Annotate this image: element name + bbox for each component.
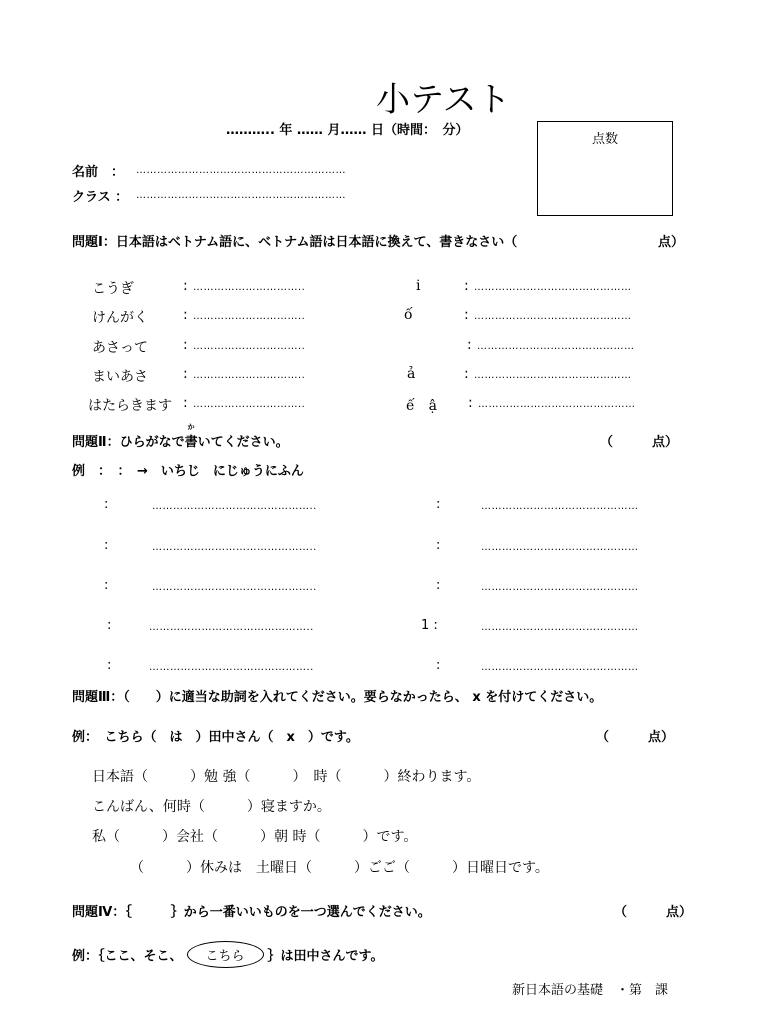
colon: : <box>468 395 473 411</box>
question-3-title: 問題Ⅲ：（ ）に適当な助詞を入れてください。要らなかったら、 x を付けてください。 <box>72 690 603 705</box>
furigana: か <box>187 423 195 431</box>
date-line: ……….. 年 …… 月…… 日（時間： 分） <box>226 123 469 138</box>
vocab-word-vi: ế ậ <box>406 398 437 414</box>
colon: : <box>183 395 188 411</box>
question-1-title: 問題Ⅰ：日本語はベトナム語に、ベトナム語は日本語に換えて、書きなさい（ <box>72 235 518 250</box>
question-3-points: （ 点） <box>596 730 675 745</box>
fill-in-line[interactable]: （ ）休みは 土曜日（ ）ごご（ ）日曜日です。 <box>130 860 549 876</box>
answer-blank[interactable]: ……………………………………….. <box>149 662 314 673</box>
colon: : <box>107 618 112 633</box>
answer-blank[interactable]: ……………………………………… <box>478 399 636 410</box>
question-4-example-pre: 例：｛ここ、そこ、 <box>72 949 183 964</box>
name-field[interactable]: …………………………………………………… <box>136 165 346 176</box>
answer-blank[interactable]: ……………………………………….. <box>152 501 317 512</box>
colon: : <box>104 497 109 512</box>
question-2-title-post: いてください。 <box>197 435 289 450</box>
class-field[interactable]: …………………………………………………… <box>136 190 346 201</box>
vocab-word: けんがく <box>92 310 148 326</box>
answer-blank[interactable]: ……………………………………… <box>481 622 639 633</box>
vocab-word-vi: i <box>416 278 421 294</box>
answer-blank[interactable]: ……………………………………… <box>481 501 639 512</box>
answer-blank[interactable]: ……………………………………….. <box>152 542 317 553</box>
answer-blank[interactable]: ………………………….. <box>193 282 306 293</box>
question-2-title <box>72 423 289 450</box>
colon: : <box>464 307 469 323</box>
footer-text: 新日本語の基礎 ・第 課 <box>512 983 669 998</box>
question-2-points: （ 点） <box>600 435 679 450</box>
answer-blank[interactable]: ……………………………………… <box>474 282 632 293</box>
score-box-label: 点数 <box>591 132 618 147</box>
answer-blank[interactable]: ……………………………………….. <box>149 622 314 633</box>
answer-blank[interactable]: ………………………….. <box>193 370 306 381</box>
colon: : <box>436 578 441 593</box>
vocab-word-vi: ả <box>407 366 416 382</box>
colon: : <box>104 578 109 593</box>
class-label: クラス ： <box>72 190 129 205</box>
answer-blank[interactable]: ……………………………………… <box>474 311 632 322</box>
fill-in-line[interactable]: 私（ ）会社（ ）朝 時（ ）です。 <box>92 829 418 845</box>
colon: : <box>436 658 441 673</box>
colon: : <box>464 278 469 294</box>
colon: : <box>436 497 441 512</box>
colon: : <box>107 658 112 673</box>
question-3-example: 例： こちら（ は ）田中さん（ x ）です。 <box>72 730 359 745</box>
question-1-points: 点） <box>658 235 685 250</box>
colon: 1 : <box>421 618 438 633</box>
question-4-title: 問題Ⅳ：｛ ｝から一番いいものを一つ選んでください。 <box>72 905 431 920</box>
colon: : <box>183 278 188 294</box>
question-4-points: （ 点） <box>614 905 693 920</box>
answer-blank[interactable]: ………………………….. <box>193 341 306 352</box>
colon: : <box>183 366 188 382</box>
fill-in-line[interactable]: こんばん、何時（ ）寝ますか。 <box>92 799 331 815</box>
answer-blank[interactable]: ……………………………………….. <box>152 582 317 593</box>
name-label: 名前 ： <box>72 165 125 180</box>
vocab-word-vi: ố <box>404 307 413 323</box>
colon: : <box>467 337 472 353</box>
circled-answer: こちら <box>187 941 264 968</box>
answer-blank[interactable]: ………………………….. <box>193 311 306 322</box>
answer-blank[interactable]: ……………………………………… <box>481 542 639 553</box>
answer-blank[interactable]: ……………………………………… <box>481 662 639 673</box>
question-2-title-pre: 問題Ⅱ：ひらがなで <box>72 435 185 450</box>
question-2-example: 例 ： ： → いちじ にじゅうにふん <box>72 464 304 479</box>
colon: : <box>436 538 441 553</box>
answer-blank[interactable]: ……………………………………… <box>474 370 632 381</box>
vocab-word: あさって <box>92 340 148 356</box>
answer-blank[interactable]: ……………………………………… <box>477 341 635 352</box>
colon: : <box>183 307 188 323</box>
question-2-title-ruby-base: 書 <box>184 435 198 450</box>
fill-in-line[interactable]: 日本語（ ）勉 強（ ） 時（ ）終わります。 <box>92 769 481 785</box>
colon: : <box>104 538 109 553</box>
vocab-word: まいあさ <box>92 369 148 385</box>
score-box <box>537 121 673 216</box>
colon: : <box>464 366 469 382</box>
answer-blank[interactable]: ……………………………………… <box>481 582 639 593</box>
colon: : <box>183 337 188 353</box>
vocab-word: はたらきます <box>88 398 172 414</box>
question-4-example-post: ｝は田中さんです。 <box>267 949 384 964</box>
page-title: 小テスト <box>376 80 511 120</box>
question-4-example <box>72 941 384 968</box>
vocab-word: こうぎ <box>92 281 134 297</box>
answer-blank[interactable]: ………………………….. <box>193 399 306 410</box>
